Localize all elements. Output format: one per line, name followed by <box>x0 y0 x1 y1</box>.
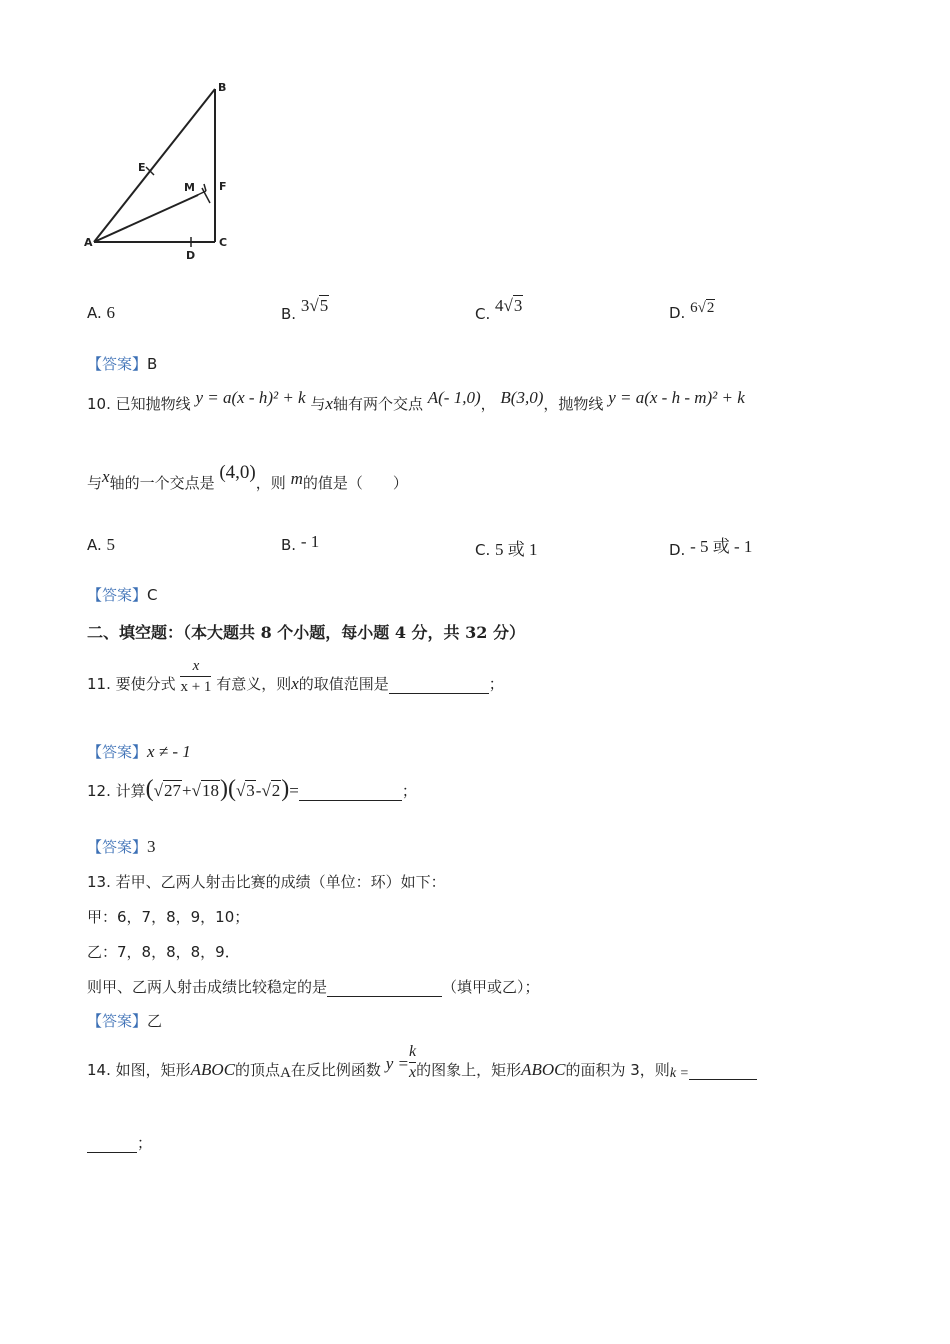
q9-option-a[interactable]: A. 6 <box>87 303 116 322</box>
label-c: C <box>219 236 228 249</box>
segment-ab <box>94 89 215 242</box>
q12-answer: 【答案】3 <box>87 837 156 856</box>
label-d: D <box>186 249 196 262</box>
label-m: M <box>184 181 195 194</box>
q10-option-d[interactable]: D. - 5 或 - 1 <box>669 537 753 559</box>
q9-option-b[interactable]: B. 3√5 <box>281 296 329 323</box>
q14-fraction: $\frac{k}{x}$ <box>408 1043 417 1081</box>
section-title: 二、填空题：（本大题共 8 个小题，每小题 4 分，共 32 分） <box>87 623 525 642</box>
q12-answer-blank[interactable] <box>299 782 402 801</box>
q13-line3: 乙：7，8，8，8，9． <box>87 943 240 961</box>
q13-answer: 【答案】乙 <box>87 1012 163 1030</box>
q10-option-b[interactable]: B. - 1 <box>281 532 320 554</box>
q13-line2: 甲：6，7，8，9，10； <box>87 908 250 926</box>
q13-line1: 13. 若甲、乙两人射击比赛的成绩（单位：环）如下： <box>87 873 446 891</box>
q10-line2: 与x轴的一个交点是 (4,0)，则 m的值是（ ） <box>87 462 408 492</box>
q9-answer: 【答案】B <box>87 355 158 373</box>
q10-option-c[interactable]: C. 5 或 1 <box>475 540 538 559</box>
q13-answer-blank[interactable] <box>327 978 442 997</box>
q14-line2: ； <box>87 1132 152 1153</box>
q9-option-d[interactable]: D. 6√2 <box>669 300 715 322</box>
q10-option-a[interactable]: A. 5 <box>87 535 116 554</box>
label-f: F <box>219 180 227 193</box>
label-a: A <box>84 236 93 249</box>
q14-answer-blank-cont[interactable] <box>87 1134 137 1153</box>
q12-question: 12. 计算(√27+√18)(√3-√2)= ； <box>87 776 417 802</box>
q14-line1: 14. 如图，矩形ABOC的顶点A在反比例函数 y = $\frac{k}{x}$ 的图象上，矩形ABOC的面积为 3，则k = <box>87 1042 757 1083</box>
q11-question: 11. 要使分式 $\frac{x}{x + 1}$ 有意义，则x的取值范围是 ； <box>87 658 504 695</box>
q11-fraction: $\frac{x}{x + 1}$ <box>180 658 212 695</box>
q11-answer-blank[interactable] <box>389 675 489 694</box>
q11-answer: 【答案】x ≠ - 1 <box>87 742 191 761</box>
q14-answer-blank[interactable] <box>689 1061 757 1080</box>
q10-line1: 10. 已知抛物线 y = a(x - h)² + k 与x轴有两个交点 A(- 1,0)， B(3,0)，抛物线 y = a(x - h - m)² + k <box>87 388 745 413</box>
segment-am <box>94 195 198 242</box>
q10-answer: 【答案】C <box>87 586 158 604</box>
label-e: E <box>138 161 146 174</box>
triangle-figure <box>80 75 240 270</box>
label-b: B <box>218 81 227 94</box>
q13-line4: 则甲、乙两人射击成绩比较稳定的是 （填甲或乙）； <box>87 978 540 996</box>
q9-option-c[interactable]: C. 4√3 <box>475 296 523 323</box>
